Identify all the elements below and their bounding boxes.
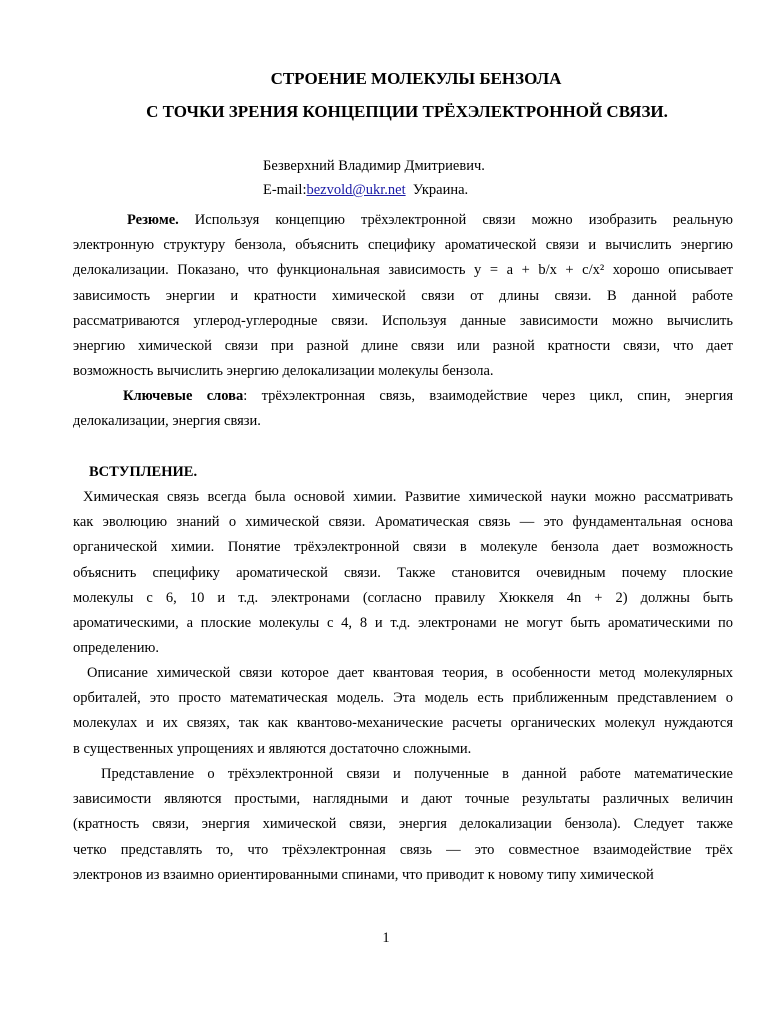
- abstract-paragraph: [73, 208, 733, 384]
- abstract-label: Резюме.: [127, 212, 179, 228]
- author-country: Украина.: [412, 182, 469, 198]
- paragraph-line: молекулы с 6, 10 и т.д. электронами (согласно правилу Хюккеля 4n + 2) должны быть: [73, 589, 733, 606]
- paragraph-line: как эволюцию знаний о химической связи. Ароматическая связь — это фундаментальная основа: [73, 514, 733, 531]
- abstract-line: возможность вычислить энергию делокализации молекулы бензола.: [73, 363, 494, 380]
- abstract-line: делокализации. Показано, что функциональная зависимость y = a + b/x + c/x² хорошо описывает: [73, 262, 733, 279]
- paragraph-line: электронов из взаимно ориентированными спинами, что приводит к новому типу химической: [73, 866, 654, 883]
- paragraph-line: молекулах и их связях, так как квантово-механические расчеты органических молекул нуждаются: [73, 715, 733, 732]
- section-heading-intro: ВСТУПЛЕНИЕ.: [89, 464, 198, 480]
- keywords-line: делокализации, энергия связи.: [73, 413, 261, 430]
- keywords-label: Ключевые слова: [123, 388, 244, 404]
- paragraph-line: Представление о трёхэлектронной связи и полученные в данной работе математические: [101, 766, 733, 782]
- intro-paragraph-3: [73, 762, 733, 888]
- abstract-line: рассматриваются углерод-углеродные связи. Используя данные зависимости можно вычислить: [73, 312, 733, 329]
- keywords-paragraph: [73, 384, 733, 434]
- paragraph-line: Химическая связь всегда была основой химии. Развитие химической науки можно рассматривать: [83, 489, 733, 505]
- paragraph-line: определению.: [73, 640, 159, 657]
- title-line-2: С ТОЧКИ ЗРЕНИЯ КОНЦЕПЦИИ ТРЁХЭЛЕКТРОННОЙ СВЯЗИ.: [146, 102, 668, 121]
- author-contact: [263, 181, 468, 199]
- paragraph-line: объяснить специфику ароматической связи. Также становится очевидным почему плоские: [73, 564, 733, 581]
- title-line-1: СТРОЕНИЕ МОЛЕКУЛЫ БЕНЗОЛА: [270, 69, 562, 88]
- author-name: Безверхний Владимир Дмитриевич.: [263, 158, 485, 174]
- paragraph-line: зависимости являются простыми, наглядными и дают точные результаты различных величин: [73, 791, 733, 808]
- intro-paragraph-2: [73, 661, 733, 762]
- email-link[interactable]: bezvold@ukr.net: [306, 182, 406, 198]
- intro-paragraph-1: [73, 485, 733, 661]
- abstract-line: электронную структуру бензола, объяснить специфику ароматической связи и вычислить энергию: [73, 237, 733, 254]
- abstract-line: энергию химической связи при разной длине связи или разной кратности связи, что дает: [73, 338, 733, 355]
- page-number: 1: [382, 930, 390, 946]
- paragraph-line: в существенных упрощениях и являются достаточно сложными.: [73, 740, 472, 757]
- email-prefix: E-mail:: [263, 182, 307, 198]
- paragraph-line: (кратность связи, энергия химической связи, энергия делокализации бензола). Следует также: [73, 816, 733, 833]
- paragraph-line: ароматическими, а плоские молекулы с 4, 8 и т.д. электронами не могут быть ароматическими по: [73, 615, 733, 632]
- paragraph-line: органической химии. Понятие трёхэлектронной связи в молекуле бензола дает возможность: [73, 539, 733, 556]
- abstract-line: зависимость энергии и кратности химической связи от длины связи. В данной работе: [73, 287, 733, 304]
- paragraph-line: четко представлять то, что трёхэлектронная связь — это совместное взаимодействие трёх: [73, 841, 733, 858]
- paragraph-line: Описание химической связи которое дает квантовая теория, в особенности метод молекулярных: [87, 665, 733, 681]
- paragraph-line: орбиталей, это просто математическая модель. Эта модель есть приближенным представлением о: [73, 690, 733, 707]
- abstract-line: Резюме. Используя концепцию трёхэлектронной связи можно изобразить реальную: [127, 212, 733, 228]
- keywords-line: Ключевые слова: трёхэлектронная связь, взаимодействие через цикл, спин, энергия: [123, 388, 733, 404]
